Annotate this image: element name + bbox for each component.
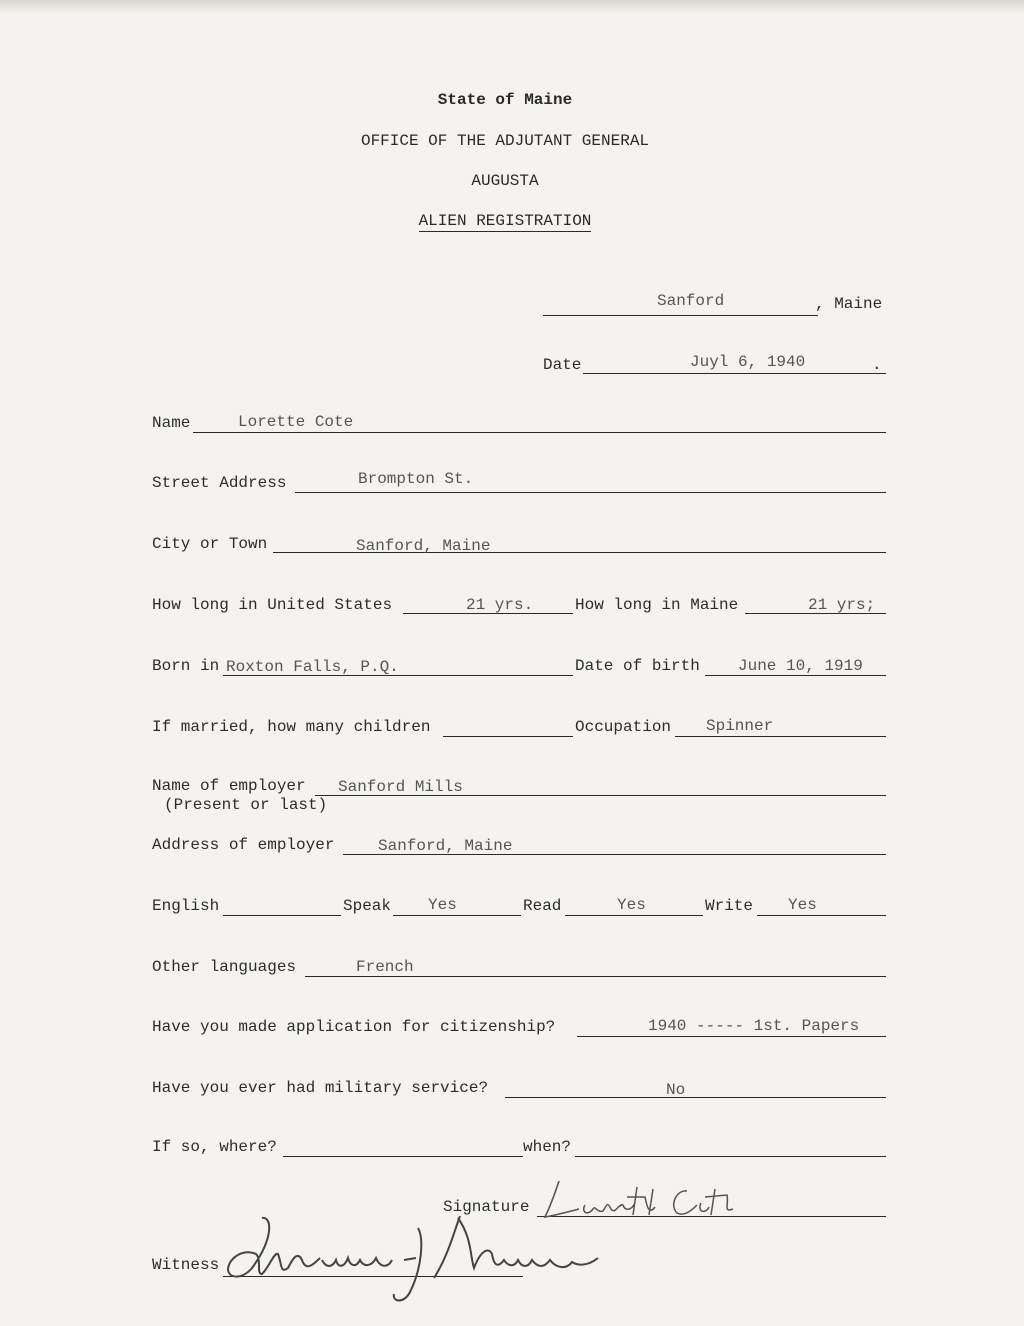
occupation-line xyxy=(675,736,886,737)
how-long-maine-label: How long in Maine xyxy=(575,596,739,614)
city-label: City or Town xyxy=(152,535,268,553)
date-label: Date xyxy=(543,356,582,374)
write-value: Yes xyxy=(788,896,817,914)
city-value: Sanford, Maine xyxy=(356,537,491,555)
write-label: Write xyxy=(705,897,754,915)
dob-label: Date of birth xyxy=(575,657,700,675)
name-line xyxy=(193,432,886,433)
name-value: Lorette Cote xyxy=(238,413,354,431)
born-in-value: Roxton Falls, P.Q. xyxy=(226,658,399,676)
how-long-us-label: How long in United States xyxy=(152,596,393,614)
born-in-label: Born in xyxy=(152,657,220,675)
write-line xyxy=(757,915,886,916)
when-label: when? xyxy=(523,1138,572,1156)
citizenship-value: 1940 ----- 1st. Papers xyxy=(648,1017,860,1035)
english-line xyxy=(223,915,341,916)
street-label: Street Address xyxy=(152,474,287,492)
read-line xyxy=(565,915,703,916)
speak-line xyxy=(393,915,521,916)
other-languages-value: French xyxy=(356,958,414,976)
date-line xyxy=(583,373,886,374)
citizenship-label: Have you made application for citizenship? xyxy=(152,1018,556,1036)
children-line xyxy=(443,736,573,737)
street-value: Brompton St. xyxy=(358,470,474,488)
date-value: Juyl 6, 1940 xyxy=(690,353,806,371)
location-town: Sanford xyxy=(657,292,725,310)
signature-label: Signature xyxy=(443,1198,530,1216)
other-languages-line xyxy=(305,976,886,977)
location-state: , Maine xyxy=(815,295,883,313)
dob-value: June 10, 1919 xyxy=(738,657,863,675)
military-value: No xyxy=(666,1081,686,1099)
other-languages-label: Other languages xyxy=(152,958,297,976)
military-line xyxy=(505,1097,886,1098)
read-label: Read xyxy=(523,897,562,915)
where-label: If so, where? xyxy=(152,1138,277,1156)
header-state: State of Maine xyxy=(437,91,573,109)
location-line xyxy=(543,315,818,316)
occupation-label: Occupation xyxy=(575,718,672,736)
speak-value: Yes xyxy=(428,896,457,914)
citizenship-line xyxy=(577,1036,886,1037)
form-title-text: ALIEN REGISTRATION xyxy=(418,212,592,230)
dob-line xyxy=(705,675,886,676)
speak-label: Speak xyxy=(343,897,392,915)
witness-label: Witness xyxy=(152,1256,220,1274)
military-label: Have you ever had military service? xyxy=(152,1079,489,1097)
how-long-us-value: 21 yrs. xyxy=(466,596,534,614)
how-long-maine-value: 21 yrs; xyxy=(808,596,876,614)
read-value: Yes xyxy=(617,896,646,914)
name-label: Name xyxy=(152,414,191,432)
form-title xyxy=(0,212,1010,230)
children-label: If married, how many children xyxy=(152,718,431,736)
date-end: . xyxy=(872,356,882,374)
header-office: OFFICE OF THE ADJUTANT GENERAL xyxy=(360,132,650,150)
employer-address-value: Sanford, Maine xyxy=(378,837,513,855)
english-label: English xyxy=(152,897,220,915)
scan-edge xyxy=(0,0,1024,14)
when-line xyxy=(575,1156,886,1157)
employer-address-label: Address of employer xyxy=(152,836,335,854)
header-city: AUGUSTA xyxy=(471,172,539,190)
street-line xyxy=(295,492,886,493)
employer-label: Name of employer xyxy=(152,777,306,795)
witness-handwriting xyxy=(222,1208,617,1308)
occupation-value: Spinner xyxy=(706,717,774,735)
where-line xyxy=(283,1156,523,1157)
employer-value: Sanford Mills xyxy=(338,778,463,796)
employer-sublabel: (Present or last) xyxy=(164,796,328,814)
